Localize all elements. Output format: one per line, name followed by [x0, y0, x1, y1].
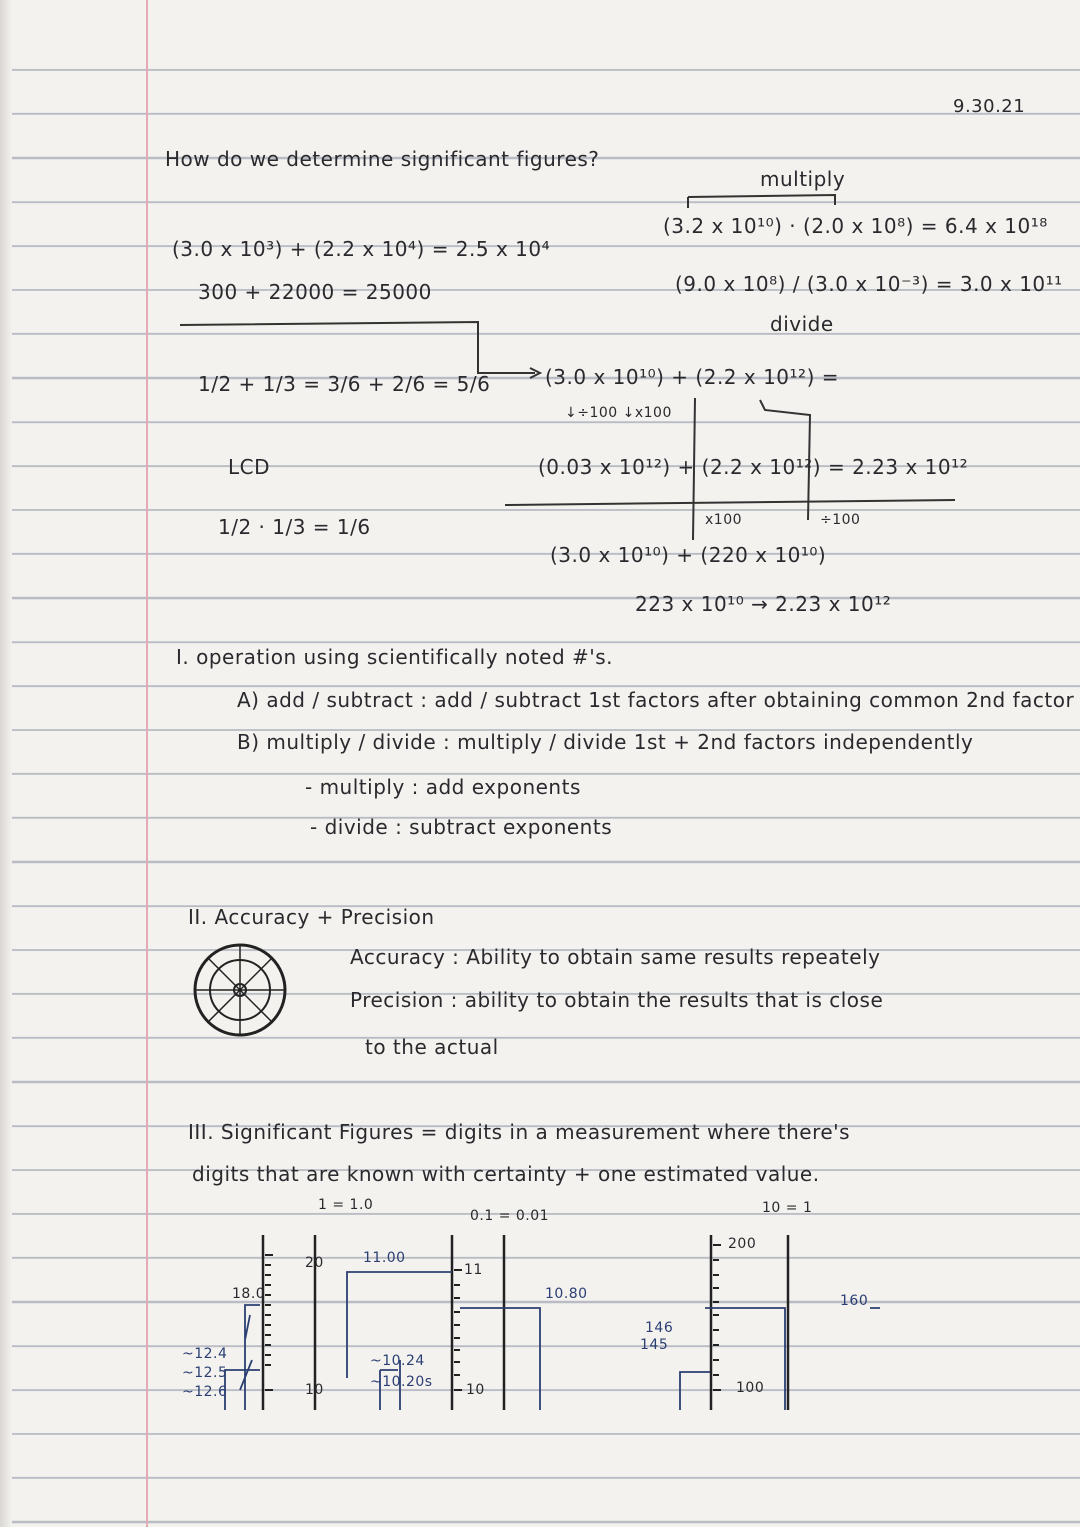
page-title: How do we determine significant figures?: [165, 147, 600, 171]
step-1: (3.0 x 10¹⁰) + (2.2 x 10¹²) =: [545, 365, 839, 389]
divide-label: divide: [770, 312, 834, 336]
section-1-heading: I. operation using scientifically noted #'s.: [176, 645, 614, 669]
step-2: (0.03 x 10¹²) + (2.2 x 10¹²) = 2.23 x 10¹²: [538, 455, 969, 479]
scale-2-reading: 10.80: [545, 1286, 588, 1302]
scale-3-reading: 160: [840, 1293, 869, 1309]
precision-definition-cont: to the actual: [365, 1035, 499, 1059]
section-1-b2: - divide : subtract exponents: [310, 815, 613, 839]
scale-2-est-1: ~10.24: [370, 1353, 425, 1369]
scale-1-bottom: 10: [305, 1382, 324, 1398]
scale-1-est-3: ~12.6: [182, 1384, 228, 1400]
step-1-notes: ↓÷100 ↓x100: [565, 405, 672, 421]
measurement-rulers: [180, 1230, 880, 1410]
scale-1-reading: 18.0: [232, 1286, 266, 1302]
scale-3-label: 10 = 1: [762, 1200, 813, 1216]
divide-example: (9.0 x 10⁸) / (3.0 x 10⁻³) = 3.0 x 10¹¹: [675, 272, 1063, 296]
step-4: 223 x 10¹⁰ → 2.23 x 10¹²: [635, 592, 892, 616]
addition-example: (3.0 x 10³) + (2.2 x 10⁴) = 2.5 x 10⁴: [172, 237, 551, 261]
precision-definition: Precision : ability to obtain the results that is close: [350, 988, 884, 1012]
accuracy-definition: Accuracy : Ability to obtain same results repeately: [350, 945, 881, 969]
section-2-heading: II. Accuracy + Precision: [188, 905, 435, 929]
multiply-label: multiply: [760, 167, 846, 191]
scale-2-label: 0.1 = 0.01: [470, 1208, 550, 1224]
section-1-b: B) multiply / divide : multiply / divide 1st + 2nd factors independently: [237, 730, 974, 754]
fraction-multiplication: 1/2 · 1/3 = 1/6: [218, 515, 371, 539]
scale-1-top: 20: [305, 1255, 324, 1271]
lcd-label: LCD: [228, 455, 271, 479]
section-1-a: A) add / subtract : add / subtract 1st factors after obtaining common 2nd factor: [237, 688, 1075, 712]
scale-3-top: 200: [728, 1236, 757, 1252]
scale-1-est-2: ~12.5: [182, 1365, 228, 1381]
scale-2-reading-top: 11.00: [363, 1250, 406, 1266]
fraction-addition: 1/2 + 1/3 = 3/6 + 2/6 = 5/6: [198, 372, 491, 396]
step-3: (3.0 x 10¹⁰) + (220 x 10¹⁰): [550, 543, 827, 567]
scale-2-est-2: ~10.20s: [370, 1374, 433, 1390]
section-3-line-2: digits that are known with certainty + one estimated value.: [192, 1162, 820, 1186]
scale-1-label: 1 = 1.0: [318, 1197, 374, 1213]
addition-expanded: 300 + 22000 = 25000: [198, 280, 432, 304]
section-1-b1: - multiply : add exponents: [305, 775, 581, 799]
scale-2-top: 11: [464, 1262, 483, 1278]
section-3-line-1: III. Significant Figures = digits in a measurement where there's: [188, 1120, 851, 1144]
scale-3-est-1: 146: [645, 1320, 674, 1336]
scale-2-bottom: 10: [466, 1382, 485, 1398]
step-2-note-left: x100: [705, 512, 743, 528]
scale-3-bottom: 100: [736, 1380, 765, 1396]
multiply-example: (3.2 x 10¹⁰) · (2.0 x 10⁸) = 6.4 x 10¹⁸: [663, 214, 1048, 238]
date: 9.30.21: [953, 96, 1026, 117]
step-2-note-right: ÷100: [820, 512, 861, 528]
target-diagram-icon: [190, 940, 290, 1040]
scale-3-est-2: 145: [640, 1337, 669, 1353]
scale-1-est-1: ~12.4: [182, 1346, 228, 1362]
